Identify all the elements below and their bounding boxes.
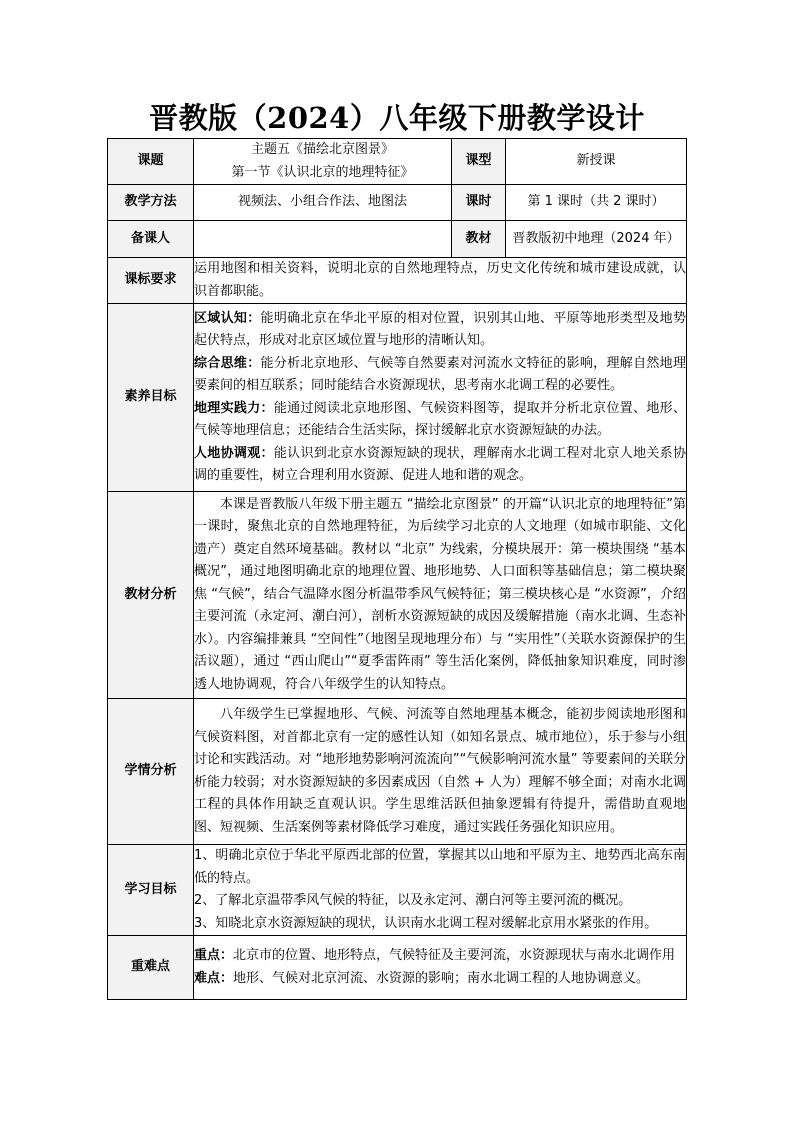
row-topic xyxy=(108,139,687,185)
literacy-item xyxy=(194,353,686,398)
literacy-item-key: 地理实践力： xyxy=(194,400,274,416)
difficulty-text: 地形、气候对北京河流、水资源的影响；南水北调工程的人地协调意义。 xyxy=(233,970,650,986)
objective-item: 2、了解北京温带季风气候的特征，以及永定河、潮白河等主要河流的概况。 xyxy=(194,893,632,908)
students-label: 学情分析 xyxy=(108,699,194,845)
literacy-item-text: 能通过阅读北京地形图、气候资料图等，提取并分析北京位置、地形、气候等地理信息；还能结合生活实际，探讨缓解北京水资源短缺的办法。 xyxy=(194,400,686,438)
key-point-label: 重点： xyxy=(194,948,234,963)
row-preparer xyxy=(108,221,687,258)
document-title: 晋教版（2024）八年级下册教学设计 xyxy=(149,101,645,135)
textbook-value: 晋教版初中地理（2024 年） xyxy=(506,221,687,258)
literacy-item-text: 能明确北京在华北平原的相对位置，识别其山地、平原等地形类型及地势起伏特点，形成对北京区域位置与地形的清晰认知。 xyxy=(194,310,686,348)
type-value: 新授课 xyxy=(506,139,687,185)
method-label: 教学方法 xyxy=(108,185,194,221)
topic-line-1: 主题五《描绘北京图景》 xyxy=(250,142,394,157)
standards-text: 运用地图和相关资料，说明北京的自然地理特点，历史文化传统和城市建设成就，认识首都职能。 xyxy=(194,258,687,304)
literacy-item-key: 区域认知： xyxy=(194,310,261,326)
focus-label: 重难点 xyxy=(108,936,194,1000)
focus-difficulty xyxy=(194,968,686,991)
literacy-item-key: 综合思维： xyxy=(194,355,261,371)
focus-content xyxy=(194,936,687,1000)
literacy-item-text: 能分析北京地形、气候等自然要素对河流水文特征的影响，理解自然地理要素间的相互联系；同时能结合水资源现状，思考南水北调工程的必要性。 xyxy=(194,355,686,393)
literacy-content xyxy=(194,304,687,492)
literacy-item-text: 能认识到北京水资源短缺的现状，理解南水北调工程对北京人地关系协调的重要性，树立合理利用水资源、促进人地和谐的观念。 xyxy=(194,445,686,483)
topic-label: 课题 xyxy=(108,139,194,185)
method-value: 视频法、小组合作法、地图法 xyxy=(194,185,452,221)
row-standards xyxy=(108,258,687,304)
preparer-label: 备课人 xyxy=(108,221,194,258)
literacy-item xyxy=(194,308,686,353)
material-text: 本课是晋教版八年级下册主题五 “描绘北京图景” 的开篇“认识北京的地理特征”第一课时，聚焦北京的自然地理特征，为后续学习北京的人文地理（如城市职能、文化遗产）奠定自然环境基础。教材以 “北京” 为线索，分模块展开：第一模块围绕 “基本概况”，通过地图明确北京的地理位置、地形地势、人口面积等基础信息；第二模块聚焦 “气候”，结合气温降水图分析温带季风气候特征；第三模块核心是 “水资源”，介绍主要河流（永定河、潮白河），剖析水资源短缺的成因及缓解措施（南水北调、生态补水）。内容编排兼具 “空间性”（地图呈现地理分布）与 “实用性”（关联水资源保护的生活议题），通过 “西山爬山”“夏季雷阵雨” 等生活化案例，降低抽象知识难度，同时渗透人地协调观，符合八年级学生的认知特点。 xyxy=(194,492,687,699)
row-objectives xyxy=(108,845,687,936)
preparer-value xyxy=(194,221,452,258)
topic-line-2: 第一节《认识北京的地理特征》 xyxy=(231,164,414,180)
row-students xyxy=(108,699,687,845)
literacy-item xyxy=(194,443,686,488)
type-label: 课型 xyxy=(452,139,506,185)
objective-item: 1、明确北京位于华北平原西北部的位置，掌握其以山地和平原为主、地势西北高东南低的特点。 xyxy=(194,848,686,886)
row-literacy xyxy=(108,304,687,492)
objective-item: 3、知晓北京水资源短缺的现状，认识南水北调工程对缓解北京用水紧张的作用。 xyxy=(194,915,658,931)
objectives-content xyxy=(194,845,687,936)
textbook-label: 教材 xyxy=(452,221,506,258)
material-label: 教材分析 xyxy=(108,492,194,699)
literacy-label: 素养目标 xyxy=(108,304,194,492)
period-value: 第 1 课时（共 2 课时） xyxy=(506,185,687,221)
standards-label: 课标要求 xyxy=(108,258,194,304)
row-focus xyxy=(108,936,687,1000)
topic-value xyxy=(194,139,452,185)
row-method xyxy=(108,185,687,221)
students-text: 八年级学生已掌握地形、气候、河流等自然地理基本概念，能初步阅读地形图和气候资料图，对首都北京有一定的感性认知（如知名景点、城市地位），乐于参与小组讨论和实践活动。对 “地形地势影响河流流向”“气候影响河流水量” 等要素间的关联分析能力较弱；对水资源短缺的多因素成因（自然 + 人为）理解不够全面；对南水北调工程的具体作用缺乏直观认识。学生思维活跃但抽象逻辑有待提升，需借助直观地图、短视频、生活案例等素材降低学习难度，通过实践任务强化知识应用。 xyxy=(194,699,687,845)
focus-key-point xyxy=(194,945,686,968)
literacy-item-key: 人地协调观： xyxy=(194,445,274,461)
row-material xyxy=(108,492,687,699)
key-point-text: 北京市的位置、地形特点，气候特征及主要河流，水资源现状与南水北调作用 xyxy=(233,948,676,963)
period-label: 课时 xyxy=(452,185,506,221)
objectives-label: 学习目标 xyxy=(108,845,194,936)
difficulty-label: 难点： xyxy=(194,970,234,986)
literacy-item xyxy=(194,398,686,443)
lesson-plan-table xyxy=(107,138,687,1000)
